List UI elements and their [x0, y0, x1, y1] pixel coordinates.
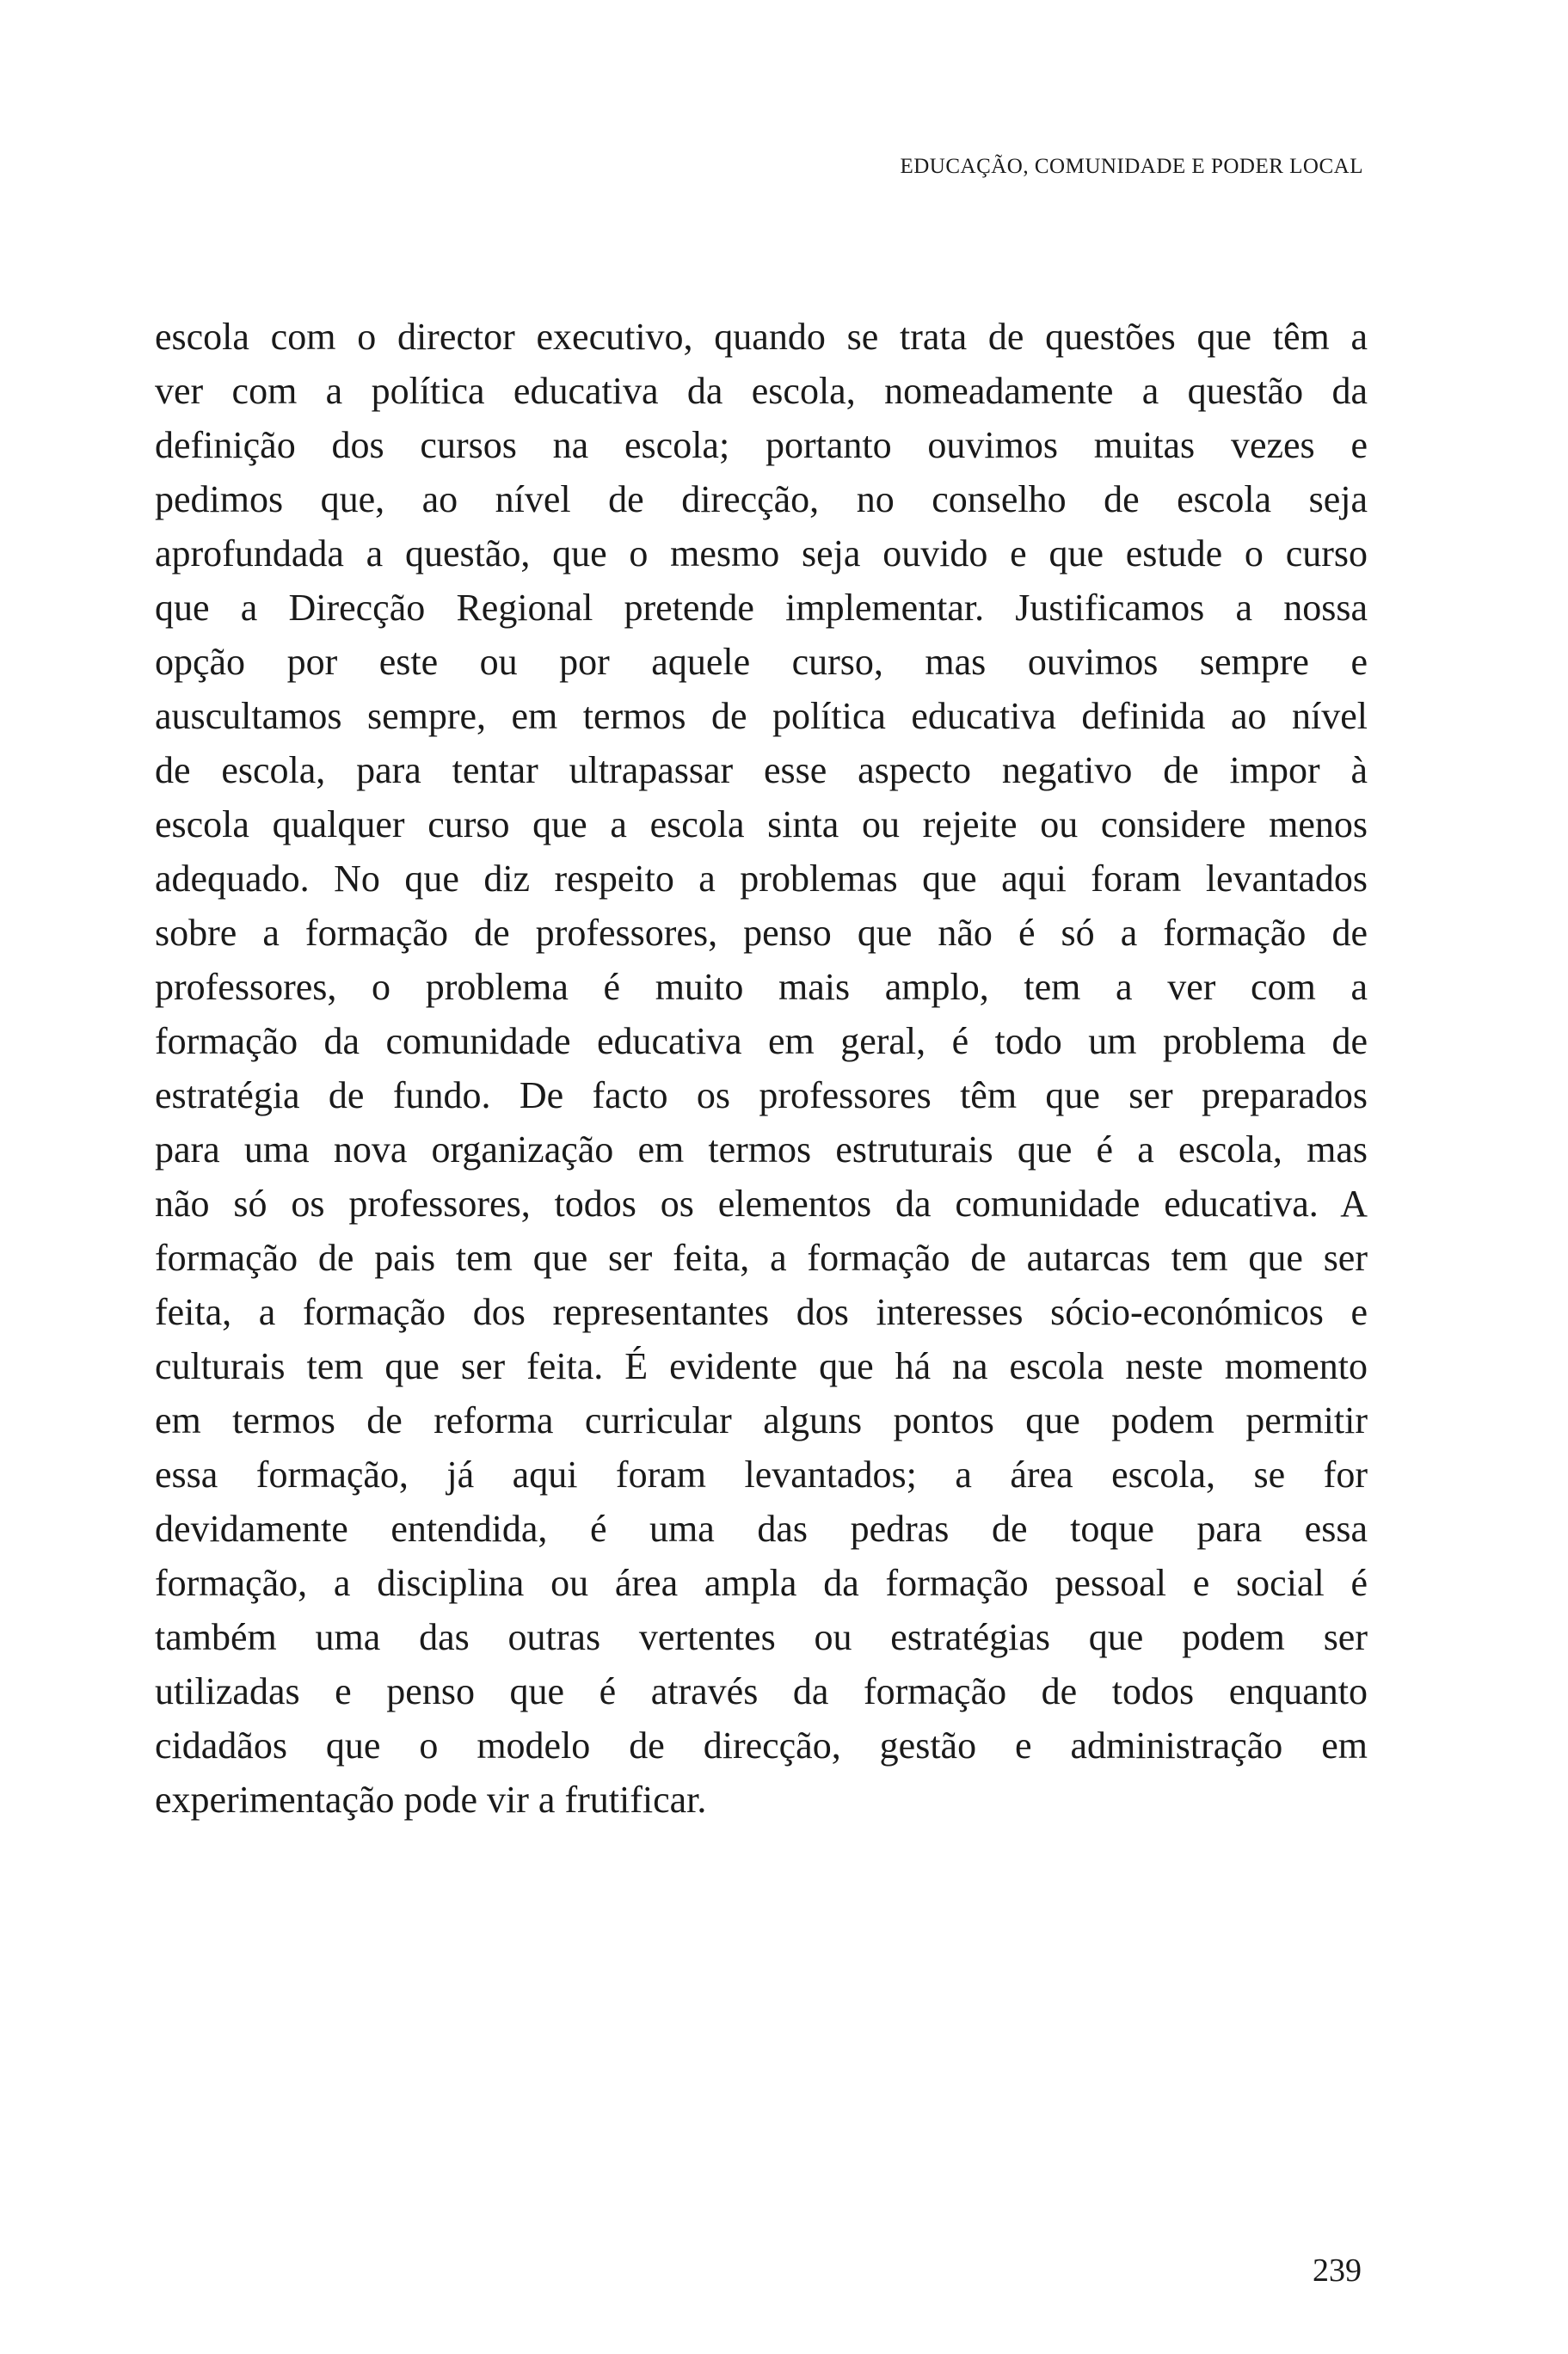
body-paragraph	[155, 310, 1368, 1827]
body-line: escola qualquer curso que a escola sinta ou rejeite ou considere menos	[155, 803, 1368, 845]
body-line: pedimos que, ao nível de direcção, no conselho de escola seja	[155, 478, 1368, 520]
body-line: aprofundada a questão, que o mesmo seja ouvido e que estude o curso	[155, 532, 1368, 575]
body-line: professores, o problema é muito mais amplo, tem a ver com a	[155, 966, 1368, 1008]
running-header: EDUCAÇÃO, COMUNIDADE E PODER LOCAL	[900, 155, 1363, 178]
body-line: também uma das outras vertentes ou estratégias que podem ser	[155, 1616, 1368, 1658]
body-line: adequado. No que diz respeito a problemas que aqui foram levantados	[155, 857, 1368, 900]
body-line: em termos de reforma curricular alguns pontos que podem permitir	[155, 1399, 1368, 1441]
body-line: essa formação, já aqui foram levantados; a área escola, se for	[155, 1454, 1368, 1496]
body-line: que a Direcção Regional pretende implementar. Justificamos a nossa	[155, 587, 1368, 629]
body-line: ver com a política educativa da escola, nomeadamente a questão da	[155, 370, 1368, 412]
body-line: experimentação pode vir a frutificar.	[155, 1779, 707, 1821]
page-number: 239	[1313, 2253, 1362, 2289]
body-line: utilizadas e penso que é através da formação de todos enquanto	[155, 1670, 1368, 1712]
body-line: sobre a formação de professores, penso que não é só a formação de	[155, 912, 1368, 954]
body-line: para uma nova organização em termos estruturais que é a escola, mas	[155, 1128, 1368, 1171]
body-line: formação, a disciplina ou área ampla da formação pessoal e social é	[155, 1562, 1368, 1604]
body-line: auscultamos sempre, em termos de política educativa definida ao nível	[155, 695, 1368, 737]
body-line: formação da comunidade educativa em geral, é todo um problema de	[155, 1020, 1368, 1062]
body-line: escola com o director executivo, quando se trata de questões que têm a	[155, 316, 1368, 358]
body-line: definição dos cursos na escola; portanto ouvimos muitas vezes e	[155, 424, 1368, 466]
body-line: devidamente entendida, é uma das pedras de toque para essa	[155, 1508, 1368, 1550]
body-line: cidadãos que o modelo de direcção, gestão e administração em	[155, 1724, 1368, 1767]
body-line: opção por este ou por aquele curso, mas ouvimos sempre e	[155, 641, 1368, 683]
body-line: culturais tem que ser feita. É evidente que há na escola neste momento	[155, 1345, 1368, 1387]
body-line: de escola, para tentar ultrapassar esse aspecto negativo de impor à	[155, 749, 1368, 791]
body-line: feita, a formação dos representantes dos interesses sócio-económicos e	[155, 1291, 1368, 1333]
body-line: formação de pais tem que ser feita, a formação de autarcas tem que ser	[155, 1237, 1368, 1279]
body-line: estratégia de fundo. De facto os professores têm que ser preparados	[155, 1074, 1368, 1116]
body-line: não só os professores, todos os elementos da comunidade educativa. A	[155, 1183, 1368, 1225]
